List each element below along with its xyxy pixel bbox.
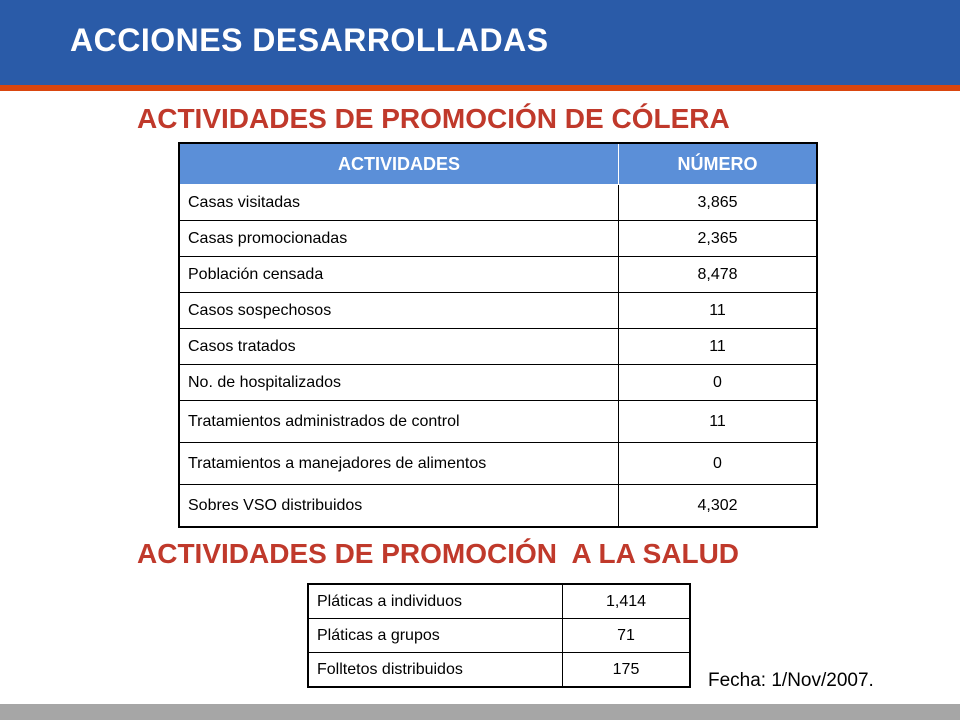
row-value: 11 <box>619 329 818 365</box>
row-label: Folltetos distribuidos <box>308 653 563 688</box>
footer-bar <box>0 704 960 720</box>
section-heading-salud: ACTIVIDADES DE PROMOCIÓN A LA SALUD <box>137 538 740 569</box>
row-value: 1,414 <box>563 584 691 619</box>
health-promotion-table <box>307 583 691 688</box>
table-row <box>308 653 690 688</box>
table-row <box>179 485 817 528</box>
section-heading-colera: ACTIVIDADES DE PROMOCIÓN DE CÓLERA <box>137 103 730 134</box>
table-row <box>179 365 817 401</box>
row-value: 71 <box>563 619 691 653</box>
table-row <box>179 329 817 365</box>
row-value: 8,478 <box>619 257 818 293</box>
column-header-numero: NÚMERO <box>619 143 818 185</box>
row-label: Casos tratados <box>179 329 619 365</box>
title-bar <box>0 0 960 85</box>
table-row <box>179 443 817 485</box>
row-label: No. de hospitalizados <box>179 365 619 401</box>
row-label: Casos sospechosos <box>179 293 619 329</box>
table-row <box>179 221 817 257</box>
table-row <box>179 401 817 443</box>
colera-activities-table <box>178 142 818 528</box>
row-label: Casas promocionadas <box>179 221 619 257</box>
row-value: 4,302 <box>619 485 818 528</box>
table-header-row <box>179 143 817 185</box>
row-label: Casas visitadas <box>179 185 619 221</box>
row-label: Tratamientos administrados de control <box>179 401 619 443</box>
row-value: 11 <box>619 401 818 443</box>
accent-divider <box>0 85 960 91</box>
slide-title: ACCIONES DESARROLLADAS <box>70 22 549 58</box>
row-label: Pláticas a grupos <box>308 619 563 653</box>
table-row <box>179 185 817 221</box>
row-value: 0 <box>619 443 818 485</box>
row-value: 175 <box>563 653 691 688</box>
date-label: Fecha: 1/Nov/2007. <box>708 670 874 691</box>
row-label: Sobres VSO distribuidos <box>179 485 619 528</box>
table-row <box>179 293 817 329</box>
row-value: 0 <box>619 365 818 401</box>
row-label: Tratamientos a manejadores de alimentos <box>179 443 619 485</box>
row-value: 2,365 <box>619 221 818 257</box>
table-row <box>179 257 817 293</box>
row-value: 3,865 <box>619 185 818 221</box>
row-value: 11 <box>619 293 818 329</box>
table-row <box>308 584 690 619</box>
table-row <box>308 619 690 653</box>
column-header-actividades: ACTIVIDADES <box>179 143 619 185</box>
row-label: Pláticas a individuos <box>308 584 563 619</box>
row-label: Población censada <box>179 257 619 293</box>
